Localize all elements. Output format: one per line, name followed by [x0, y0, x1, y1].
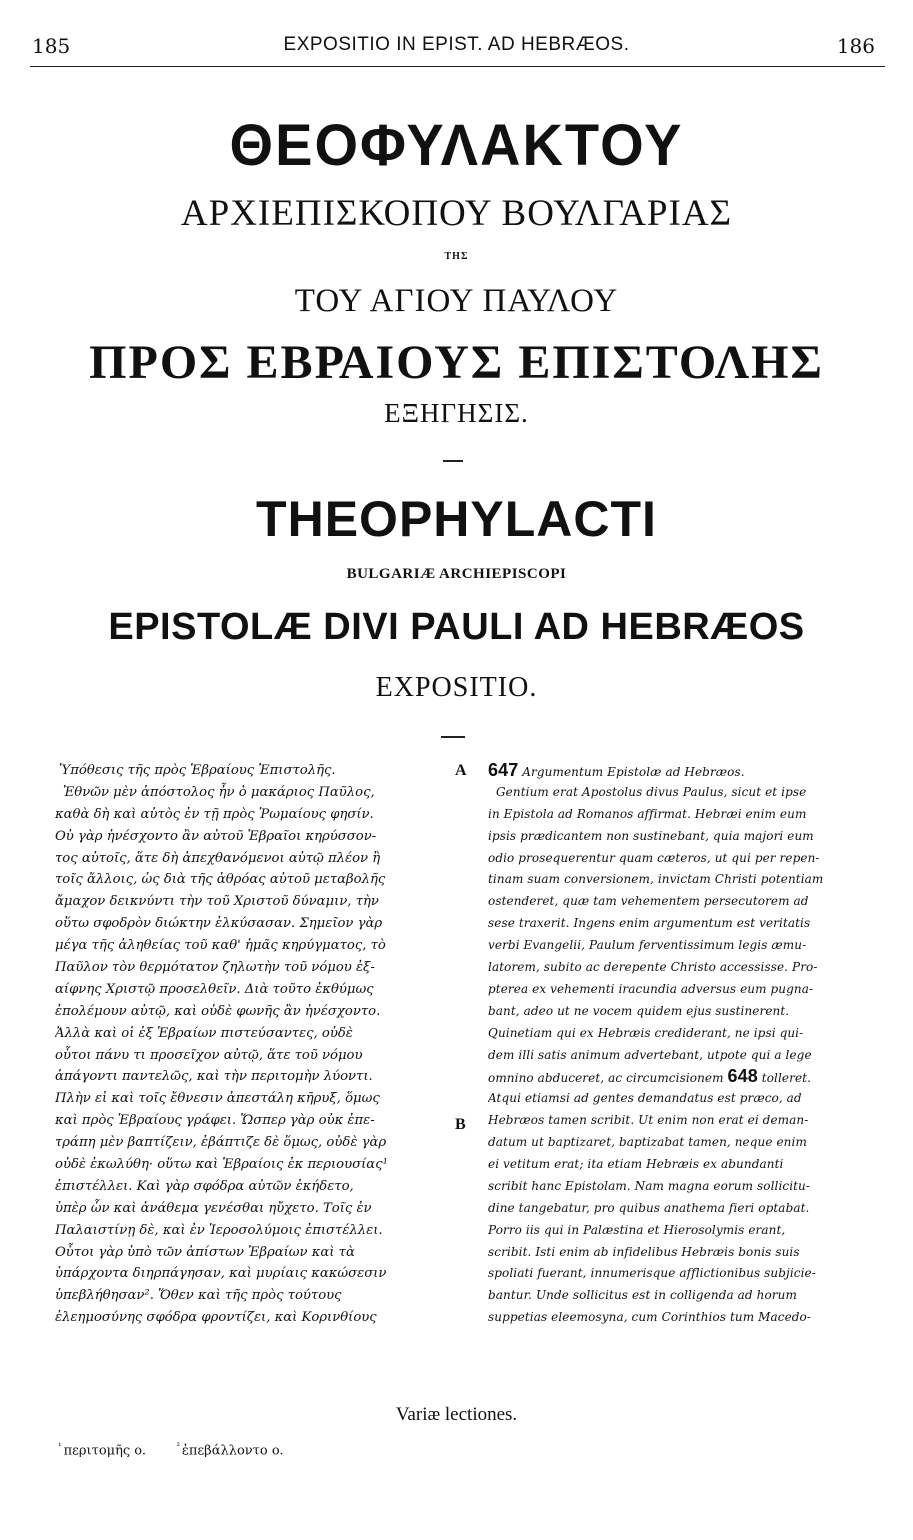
latin-line: pterea ex vehementi iracundia adversus eum pugna-: [488, 981, 814, 996]
greek-line: τοῖς ἄλλοις, ὡς διὰ τῆς ἀθρόας αὐτοῦ μεταβολῆς: [55, 872, 386, 888]
greek-line: μέγα τῆς ἀληθείας τοῦ καθ' ἡμᾶς κηρύγματος, τὸ: [55, 938, 386, 954]
latin-line: spoliati fuerant, innumerisque afflictionibus subjicie-: [488, 1266, 816, 1281]
header-rule: [30, 66, 885, 67]
note-marker: ¹: [58, 1442, 62, 1452]
page-number-left: 185: [32, 34, 71, 58]
greek-line: οὐδὲ ἐκωλύθη· οὕτω καὶ Ἑβραίοις ἐκ περιουσίας¹: [55, 1157, 388, 1173]
greek-line: οὗτοι πάνυ τι προσεῖχον αὐτῷ, ἅτε τοῦ νόμου: [55, 1047, 363, 1063]
greek-line: Οὗτοι γὰρ ὑπὸ τῶν ἀπίστων Ἑβραίων καὶ τὰ: [55, 1244, 355, 1260]
greek-heading: Ὑπόθεσις τῆς πρὸς Ἑβραίους Ἐπιστολῆς.: [59, 763, 336, 778]
latin-line: Hebræos tamen scribit. Ut enim non erat ei deman-: [488, 1113, 809, 1128]
greek-article: ΤΗΣ: [444, 251, 469, 262]
margin-marker-b: B: [455, 1116, 466, 1133]
greek-line: ὑπὲρ ὧν καὶ ἀνάθεμα γενέσθαι ηὔχετο. Τοῖς ἐν: [55, 1200, 372, 1216]
greek-line: ἀπάγοντι παντελῶς, καὶ τὴν περιτομὴν λύοντι.: [55, 1069, 373, 1085]
latin-expositio-title: EXPOSITIO.: [375, 672, 538, 703]
latin-author-title: THEOPHYLACTI: [256, 491, 657, 547]
margin-marker-a: A: [455, 762, 467, 779]
latin-line: dine tangebatur, pro quibus anathema fieri optabat.: [488, 1200, 810, 1215]
greek-line: Ἐθνῶν μὲν ἀπόστολος ἦν ὁ μακάριος Παῦλος,: [63, 784, 375, 800]
latin-line: odio prosequerentur quam cæteros, ut qui per repen-: [488, 850, 820, 865]
latin-line: bantur. Unde sollicitus est in colligenda ad horum: [488, 1288, 797, 1303]
section-divider: [441, 736, 465, 738]
latin-text-column: [488, 760, 888, 1329]
greek-line: ὑπεβλήθησαν². Ὅθεν καὶ τῆς πρὸς τούτους: [55, 1288, 342, 1304]
latin-line: verbi Evangelii, Paulum ferventissimum legis æmu-: [488, 938, 807, 953]
column-number: 648: [727, 1066, 758, 1087]
greek-line: τράπη μὲν βαπτίζειν, ἐβάπτιζε δὲ ὅμως, οὐδὲ γὰρ: [55, 1135, 387, 1151]
greek-line: Παλαιστίνῃ δὲ, καὶ ἐν Ἱεροσολύμοις ἐπιστέλλει.: [55, 1222, 383, 1238]
latin-line: bant, adeo ut ne vocem quidem ejus sustinerent.: [488, 1003, 790, 1018]
running-title: EXPOSITIO IN EPIST. AD HEBRÆOS.: [283, 34, 630, 55]
variant-notes: [58, 1442, 284, 1458]
latin-line-with-column-number: [488, 1066, 888, 1088]
latin-line: datum ut baptizaret, baptizabat tamen, neque enim: [488, 1135, 807, 1150]
column-number: 647: [488, 760, 519, 780]
latin-line: ipsis prædicantem non sustinebant, quia majori eum: [488, 828, 814, 843]
greek-line: καὶ πρὸς Ἑβραίους γράφει. Ὥσπερ γὰρ οὐκ ἐπε-: [55, 1113, 375, 1129]
note-marker: ²: [176, 1442, 180, 1452]
note-text: περιτομῆς o.: [63, 1443, 147, 1459]
greek-line: τος αὐτοῖς, ἅτε δὴ ἀπεχθανόμενοι αὐτῷ πλέον ἢ: [55, 850, 381, 866]
greek-line: Ἀλλὰ καὶ οἱ ἐξ Ἑβραίων πιστεύσαντες, οὐδὲ: [55, 1025, 353, 1041]
latin-line: Porro iis qui in Palæstina et Hierosolymis erant,: [488, 1222, 786, 1237]
running-header: [0, 30, 913, 60]
greek-line: καθὰ δὴ καὶ αὐτὸς ἐν τῇ πρὸς Ῥωμαίους φησίν.: [55, 806, 374, 822]
greek-line: οὕτω σφοδρὸν διώκτην ἑλκύσασαν. Σημεῖον γὰρ: [55, 916, 383, 932]
greek-line: ἐπιστέλλει. Καὶ γὰρ σφόδρα αὐτῶν ἐκήδετο,: [55, 1178, 354, 1194]
greek-epistle-title: ΠΡΟΣ ΕΒΡΑΙΟΥΣ ΕΠΙΣΤΟΛΗΣ: [89, 336, 824, 389]
latin-office-title: BULGARIÆ ARCHIEPISCOPI: [346, 566, 567, 582]
greek-line: Πλὴν εἰ καὶ τοῖς ἔθνεσιν ἀπεστάλη κῆρυξ, ὅμως: [55, 1091, 380, 1107]
latin-line: ostenderet, quæ tam vehementem persecutorem ad: [488, 894, 809, 909]
greek-line: αίφνης Χριστῷ προσελθεῖν. Διὰ τοῦτο ἐκθύμως: [55, 981, 374, 997]
latin-line: suppetias eleemosyna, cum Corinthios tum Macedo-: [488, 1310, 812, 1325]
latin-line: scribit. Isti enim ab infidelibus Hebræis bonis suis: [488, 1244, 800, 1259]
latin-heading-line: [488, 760, 888, 782]
greek-line: Οὐ γὰρ ἠνέσχοντο ἂν αὐτοῦ Ἑβραῖοι κηρύσσον-: [55, 828, 377, 844]
greek-saint-title: ΤΟΥ ΑΓΙΟΥ ΠΑΥΛΟΥ: [294, 283, 619, 319]
page-number-right: 186: [836, 34, 875, 58]
latin-epistle-title: EPISTOLÆ DIVI PAULI AD HEBRÆOS: [108, 606, 805, 648]
latin-line: Gentium erat Apostolus divus Paulus, sicut et ipse: [496, 784, 807, 799]
greek-line: Παῦλον τὸν θερμότατον ζηλωτὴν τοῦ νόμου ἐξ-: [55, 960, 375, 976]
latin-line: ei vetitum erat; ita etiam Hebræis ex abundanti: [488, 1157, 784, 1172]
greek-text-column: [55, 760, 450, 1329]
note-text: ἐπεβάλλοντο o.: [181, 1443, 284, 1459]
greek-line: ἐπολέμουν αὐτῷ, καὶ οὐδὲ φωνῆς ἂν ἠνέσχοντο.: [55, 1003, 381, 1019]
title-divider: [443, 460, 463, 462]
latin-text: tolleret.: [761, 1071, 811, 1086]
greek-line: ἐλεημοσύνης σφόδρα φροντίζει, καὶ Κορινθίους: [55, 1310, 377, 1326]
latin-line: latorem, subito ac derepente Christo accessisse. Pro-: [488, 960, 818, 975]
latin-heading: Argumentum Epistolæ ad Hebræos.: [522, 765, 745, 779]
variae-lectiones-heading: Variæ lectiones.: [395, 1404, 518, 1425]
latin-line: dem illi satis animum advertebant, utpote qui a lege: [488, 1047, 812, 1062]
latin-line: tinam suam conversionem, invictam Christi potentiam: [488, 872, 824, 887]
latin-text: omnino abduceret, ac circumcisionem: [488, 1071, 724, 1086]
latin-line: Atqui etiamsi ad gentes demandatus est præco, ad: [488, 1091, 802, 1106]
latin-line: sese traxerit. Ingens enim argumentum est veritatis: [488, 916, 811, 931]
greek-line: ἄμαχον δεικνύντι τὴν τοῦ Χριστοῦ δύναμιν, τὴν: [55, 894, 379, 910]
latin-line: scribit hanc Epistolam. Nam magna eorum sollicitu-: [488, 1178, 811, 1193]
latin-line: in Epistola ad Romanos affirmat. Hebræi enim eum: [488, 806, 807, 821]
latin-line: Quinetiam qui ex Hebræis crediderant, ne ipsi qui-: [488, 1025, 804, 1040]
greek-line: ὑπάρχοντα διηρπάγησαν, καὶ μυρίαις κακώσεσιν: [55, 1266, 387, 1282]
greek-exegesis-title: ΕΞΗΓΗΣΙΣ.: [384, 398, 529, 428]
greek-office-title: ΑΡΧΙΕΠΙΣΚΟΠΟΥ ΒΟΥΛΓΑΡΙΑΣ: [180, 193, 733, 234]
greek-author-title: ΘΕΟΦΥΛΑΚΤΟΥ: [229, 111, 684, 178]
